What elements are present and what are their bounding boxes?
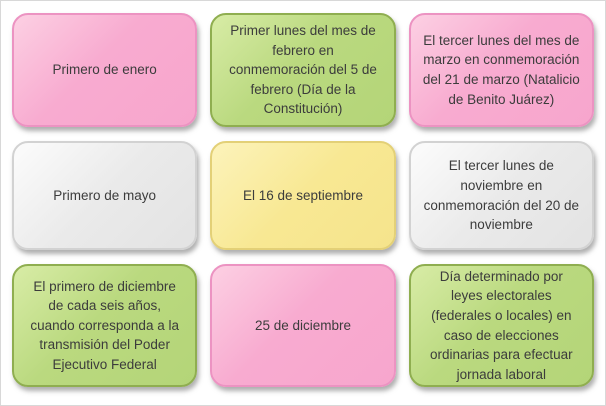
holiday-card <box>12 13 197 127</box>
holiday-card-label: Primero de enero <box>52 62 157 78</box>
holiday-card <box>210 13 395 127</box>
holiday-card <box>12 141 197 250</box>
holiday-card <box>409 13 594 127</box>
holiday-card <box>409 141 594 250</box>
holiday-card-label: Primero de mayo <box>53 187 157 203</box>
holiday-card <box>409 264 594 387</box>
holiday-card <box>210 264 395 387</box>
holiday-card-label: 25 de diciembre <box>254 317 352 333</box>
holiday-card <box>210 141 395 250</box>
holiday-card-label: El primero de diciembre de cada seis años, cuando corresponda a la transmisión del Poder Ejecutivo Federal <box>30 278 179 372</box>
holiday-card-label: El 16 de septiembre <box>242 187 364 203</box>
holiday-card <box>12 264 197 387</box>
holiday-card-label: Primer lunes del mes de febrero en conmemoración del 5 de febrero (Día de la Constitución) <box>229 23 377 117</box>
holiday-card-label: El tercer lunes del mes de marzo en conmemoración del 21 de marzo (Natalicio de Benito Juárez) <box>422 32 580 107</box>
holiday-card-label: Día determinado por leyes electorales (federales o locales) en caso de elecciones ordinarias para efectuar jornada laboral <box>430 268 573 382</box>
holiday-card-label: El tercer lunes de noviembre en conmemoración del 20 de noviembre <box>423 158 579 233</box>
